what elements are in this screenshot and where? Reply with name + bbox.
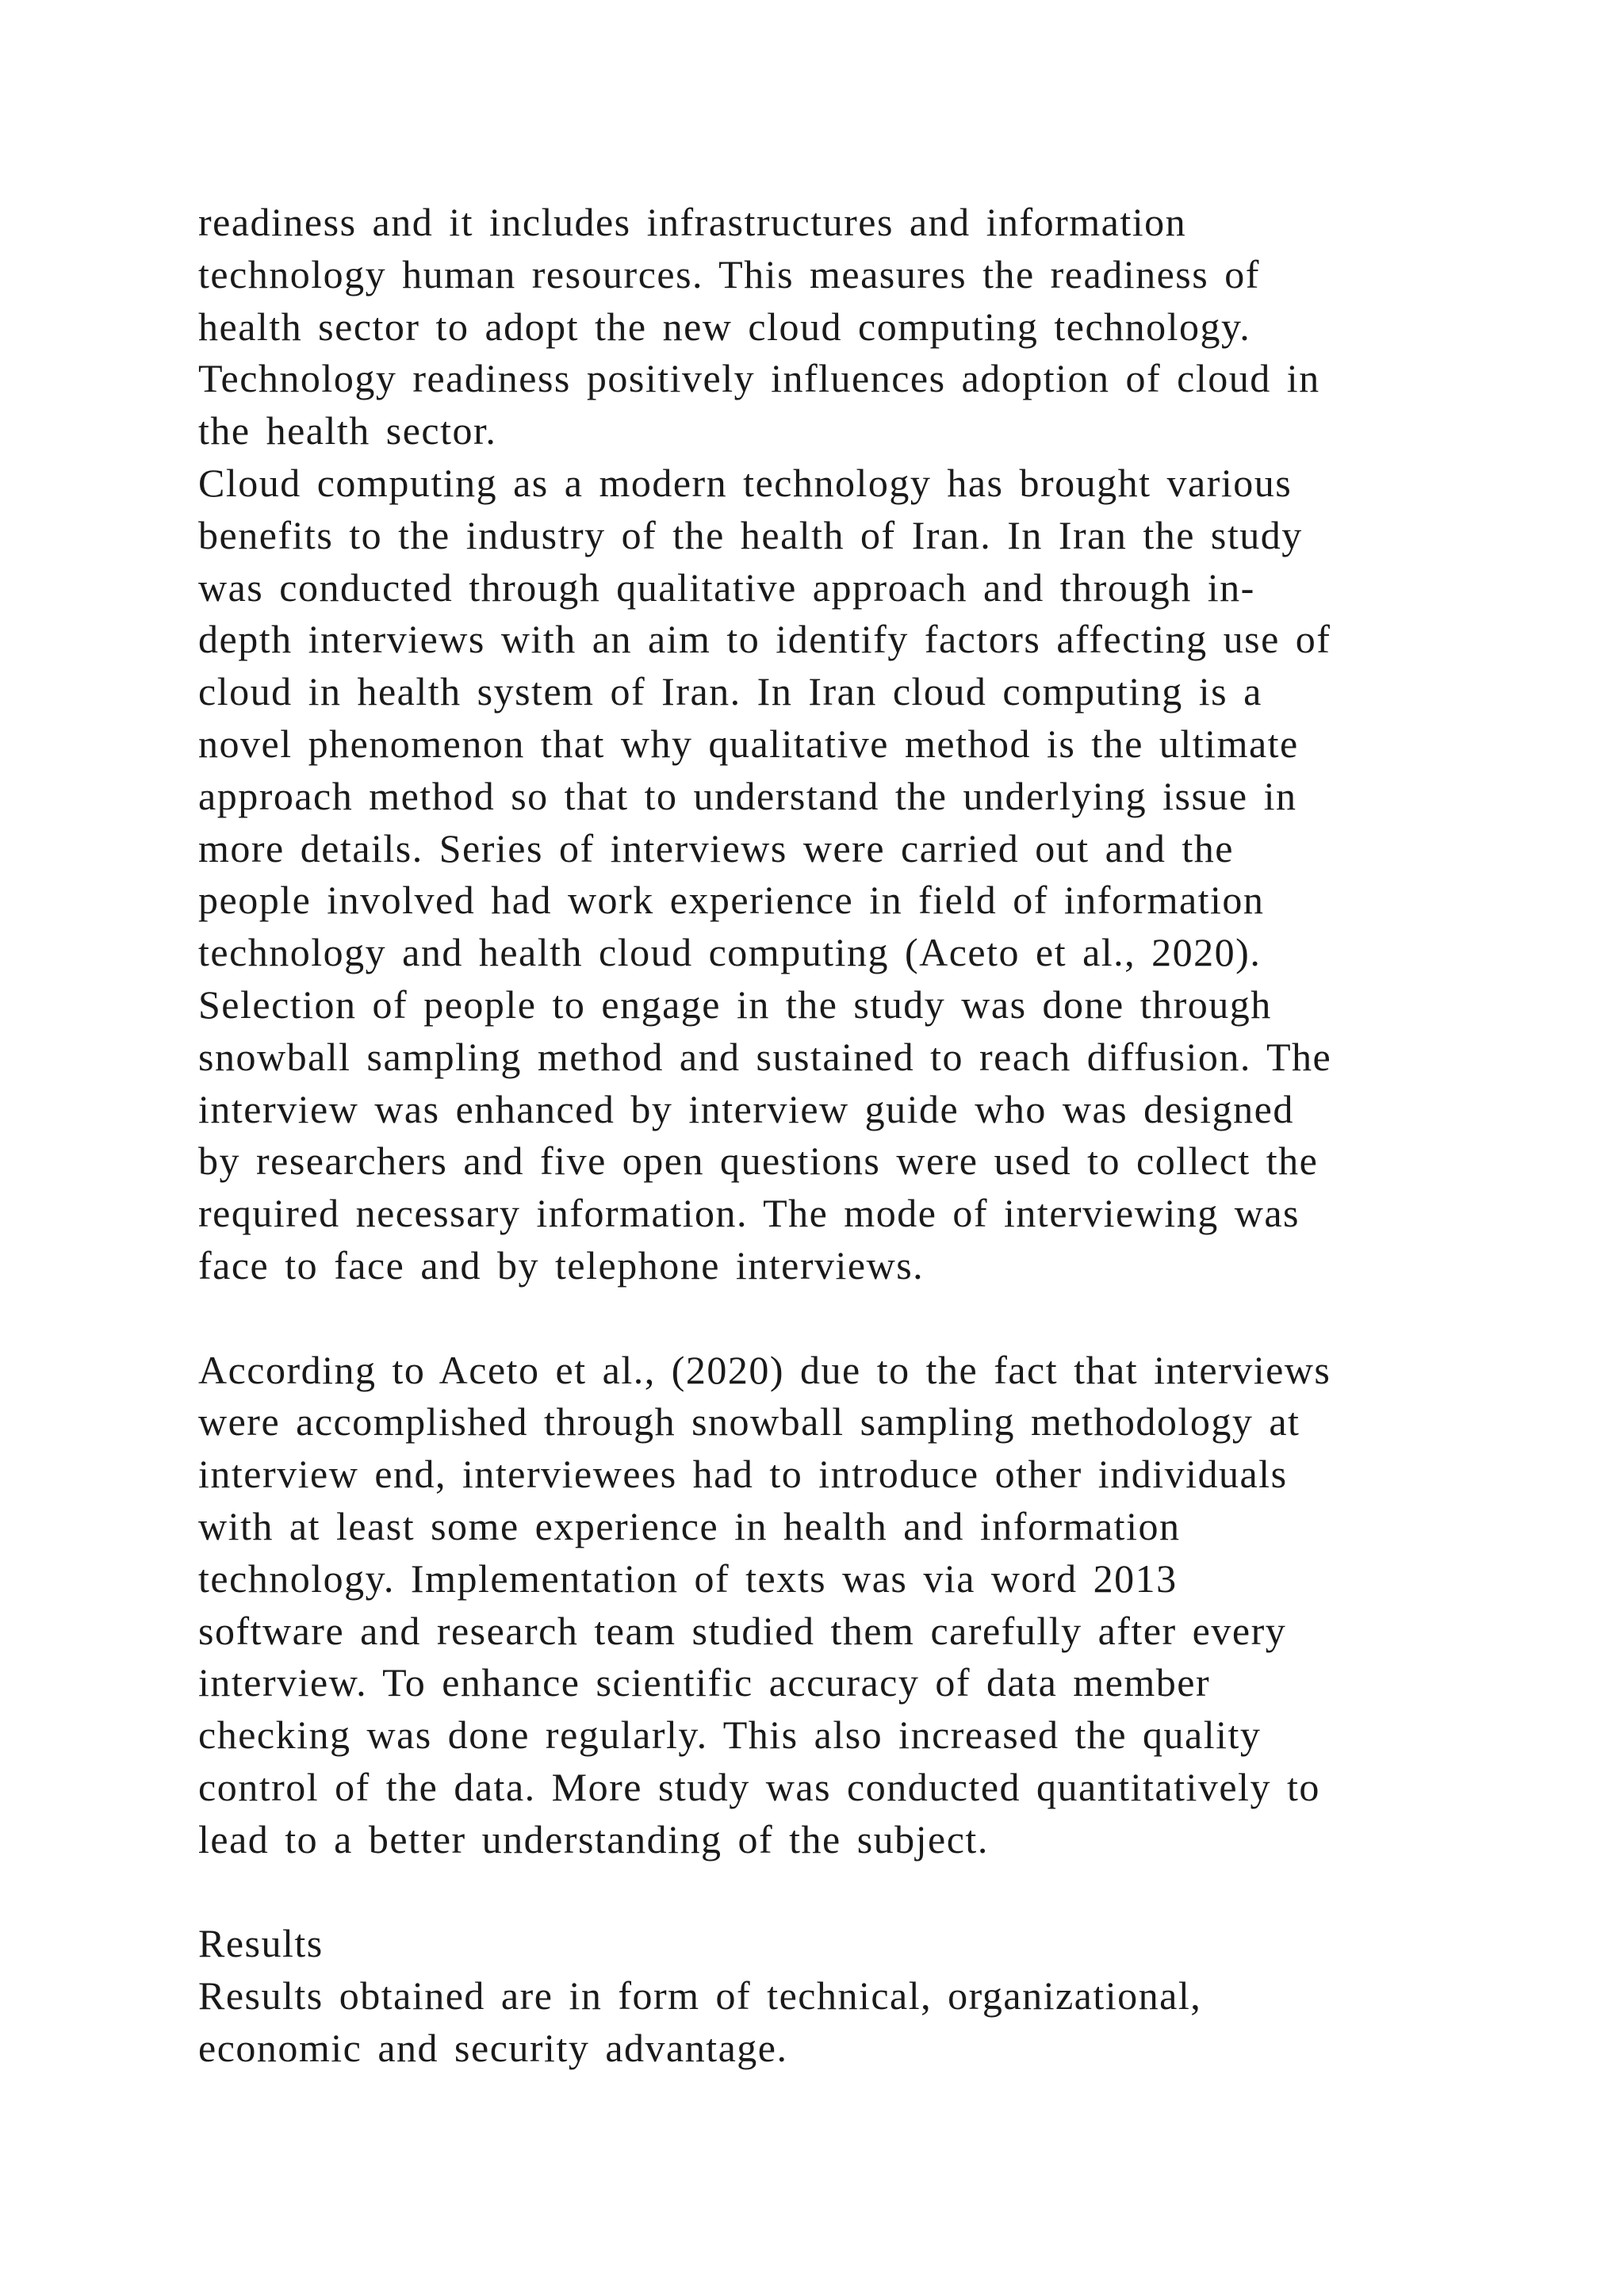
text-line: economic and security advantage. [198, 2025, 788, 2070]
text-line: cloud in health system of Iran. In Iran cloud computing is a [198, 669, 1262, 714]
text-line: approach method so that to understand the underlying issue in [198, 773, 1297, 818]
text-line: with at least some experience in health and information [198, 1503, 1181, 1548]
text-line: lead to a better understanding of the subject. [198, 1816, 989, 1862]
text-line: health sector to adopt the new cloud computing technology. [198, 304, 1251, 349]
text-line: software and research team studied them carefully after every [198, 1608, 1287, 1653]
paragraph-interview-method [198, 1345, 1507, 1866]
text-line: interview was enhanced by interview guide who was designed [198, 1086, 1294, 1131]
text-line: interview end, interviewees had to introduce other individuals [198, 1452, 1288, 1497]
text-line: were accomplished through snowball sampling methodology at [198, 1399, 1300, 1445]
text-line: face to face and by telephone interviews. [198, 1242, 925, 1288]
text-line: According to Aceto et al., (2020) due to the fact that interviews [198, 1347, 1331, 1392]
paragraph-spacer [198, 1292, 1507, 1345]
text-line: readiness and it includes infrastructures and information [198, 200, 1187, 244]
text-line: more details. Series of interviews were carried out and the [198, 825, 1234, 871]
text-line: by researchers and five open questions were used to collect the [198, 1138, 1319, 1184]
text-line: technology. Implementation of texts was via word 2013 [198, 1556, 1178, 1601]
text-line: technology and health cloud computing (Aceto et al., 2020). [198, 930, 1262, 975]
text-line: people involved had work experience in field of information [198, 878, 1265, 923]
results-heading: Results [198, 1921, 324, 1966]
document-body [198, 197, 1507, 2075]
text-line: Cloud computing as a modern technology has brought various [198, 460, 1293, 505]
text-line: novel phenomenon that why qualitative method is the ultimate [198, 721, 1299, 766]
text-line: the health sector. [198, 408, 497, 453]
text-line: Results obtained are in form of technical, organizational, [198, 1973, 1202, 2019]
paragraph-spacer [198, 1866, 1507, 1919]
text-line: Technology readiness positively influences adoption of cloud in [198, 356, 1320, 401]
text-line: required necessary information. The mode of interviewing was [198, 1191, 1300, 1236]
text-line: interview. To enhance scientific accuracy of data member [198, 1660, 1211, 1705]
text-line: snowball sampling method and sustained to reach diffusion. The [198, 1034, 1332, 1079]
paragraph-results [198, 1970, 1507, 2075]
text-line: Selection of people to engage in the study was done through [198, 982, 1272, 1027]
text-line: benefits to the industry of the health of Iran. In Iran the study [198, 512, 1303, 557]
paragraph-cloud-computing-iran [198, 457, 1507, 1292]
text-line: depth interviews with an aim to identify factors affecting use of [198, 617, 1331, 662]
text-line: was conducted through qualitative approach and through in- [198, 564, 1255, 610]
paragraph-technology-readiness [198, 197, 1507, 457]
text-line: control of the data. More study was conducted quantitatively to [198, 1764, 1320, 1809]
text-line: checking was done regularly. This also increased the quality [198, 1712, 1262, 1758]
text-line: technology human resources. This measures the readiness of [198, 251, 1260, 297]
